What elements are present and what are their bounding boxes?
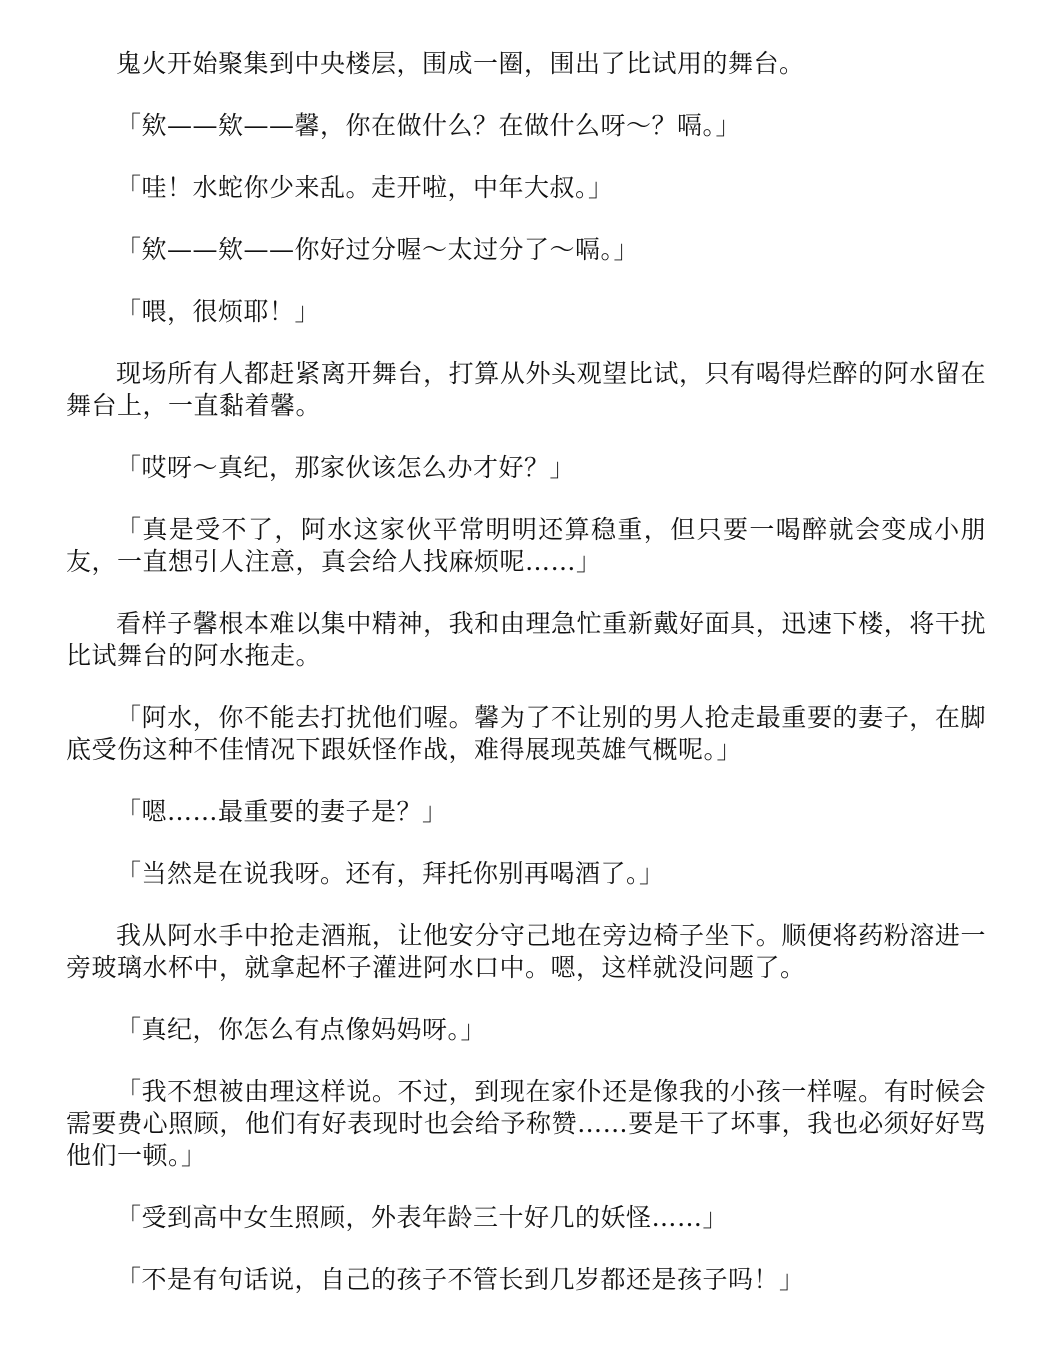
paragraph: 「欸——欸——你好过分喔～太过分了～嗝。」 — [116, 235, 640, 264]
paragraph: 「欸——欸——馨，你在做什么？在做什么呀～？嗝。」 — [116, 111, 742, 140]
paragraph: 「不是有句话说，自己的孩子不管长到几岁都还是孩子吗！」 — [116, 1265, 805, 1294]
paragraph: 「嗯……最重要的妻子是？」 — [116, 797, 448, 826]
paragraph: 「我不想被由理这样说。不过，到现在家仆还是像我的小孩一样喔。有时候会需要费心照顾，他们有好表现时也会给予称赞……要是干了坏事，我也必须好好骂他们一顿。」 — [66, 1077, 986, 1170]
paragraph: 「阿水，你不能去打扰他们喔。馨为了不让别的男人抢走最重要的妻子，在脚底受伤这种不佳情况下跟妖怪作战，难得展现英雄气概呢。」 — [66, 703, 986, 764]
paragraph: 「受到高中女生照顾，外表年龄三十好几的妖怪……」 — [116, 1203, 729, 1232]
paragraph: 「哇！水蛇你少来乱。走开啦，中年大叔。」 — [116, 173, 614, 202]
paragraph: 看样子馨根本难以集中精神，我和由理急忙重新戴好面具，迅速下楼，将干扰比试舞台的阿水拖走。 — [66, 609, 986, 670]
paragraph: 我从阿水手中抢走酒瓶，让他安分守己地在旁边椅子坐下。顺便将药粉溶进一旁玻璃水杯中，就拿起杯子灌进阿水口中。嗯，这样就没问题了。 — [66, 921, 986, 982]
paragraph: 「喂，很烦耶！」 — [116, 297, 321, 326]
paragraph: 「当然是在说我呀。还有，拜托你别再喝酒了。」 — [116, 859, 665, 888]
paragraph: 「真是受不了，阿水这家伙平常明明还算稳重，但只要一喝醉就会变成小朋友，一直想引人注意，真会给人找麻烦呢……」 — [66, 515, 986, 576]
paragraph: 鬼火开始聚集到中央楼层，围成一圈，围出了比试用的舞台。 — [116, 49, 805, 78]
paragraph: 「哎呀～真纪，那家伙该怎么办才好？」 — [116, 453, 576, 482]
paragraph: 现场所有人都赶紧离开舞台，打算从外头观望比试，只有喝得烂醉的阿水留在舞台上，一直黏着馨。 — [66, 359, 986, 420]
paragraph: 「真纪，你怎么有点像妈妈呀。」 — [116, 1015, 487, 1044]
